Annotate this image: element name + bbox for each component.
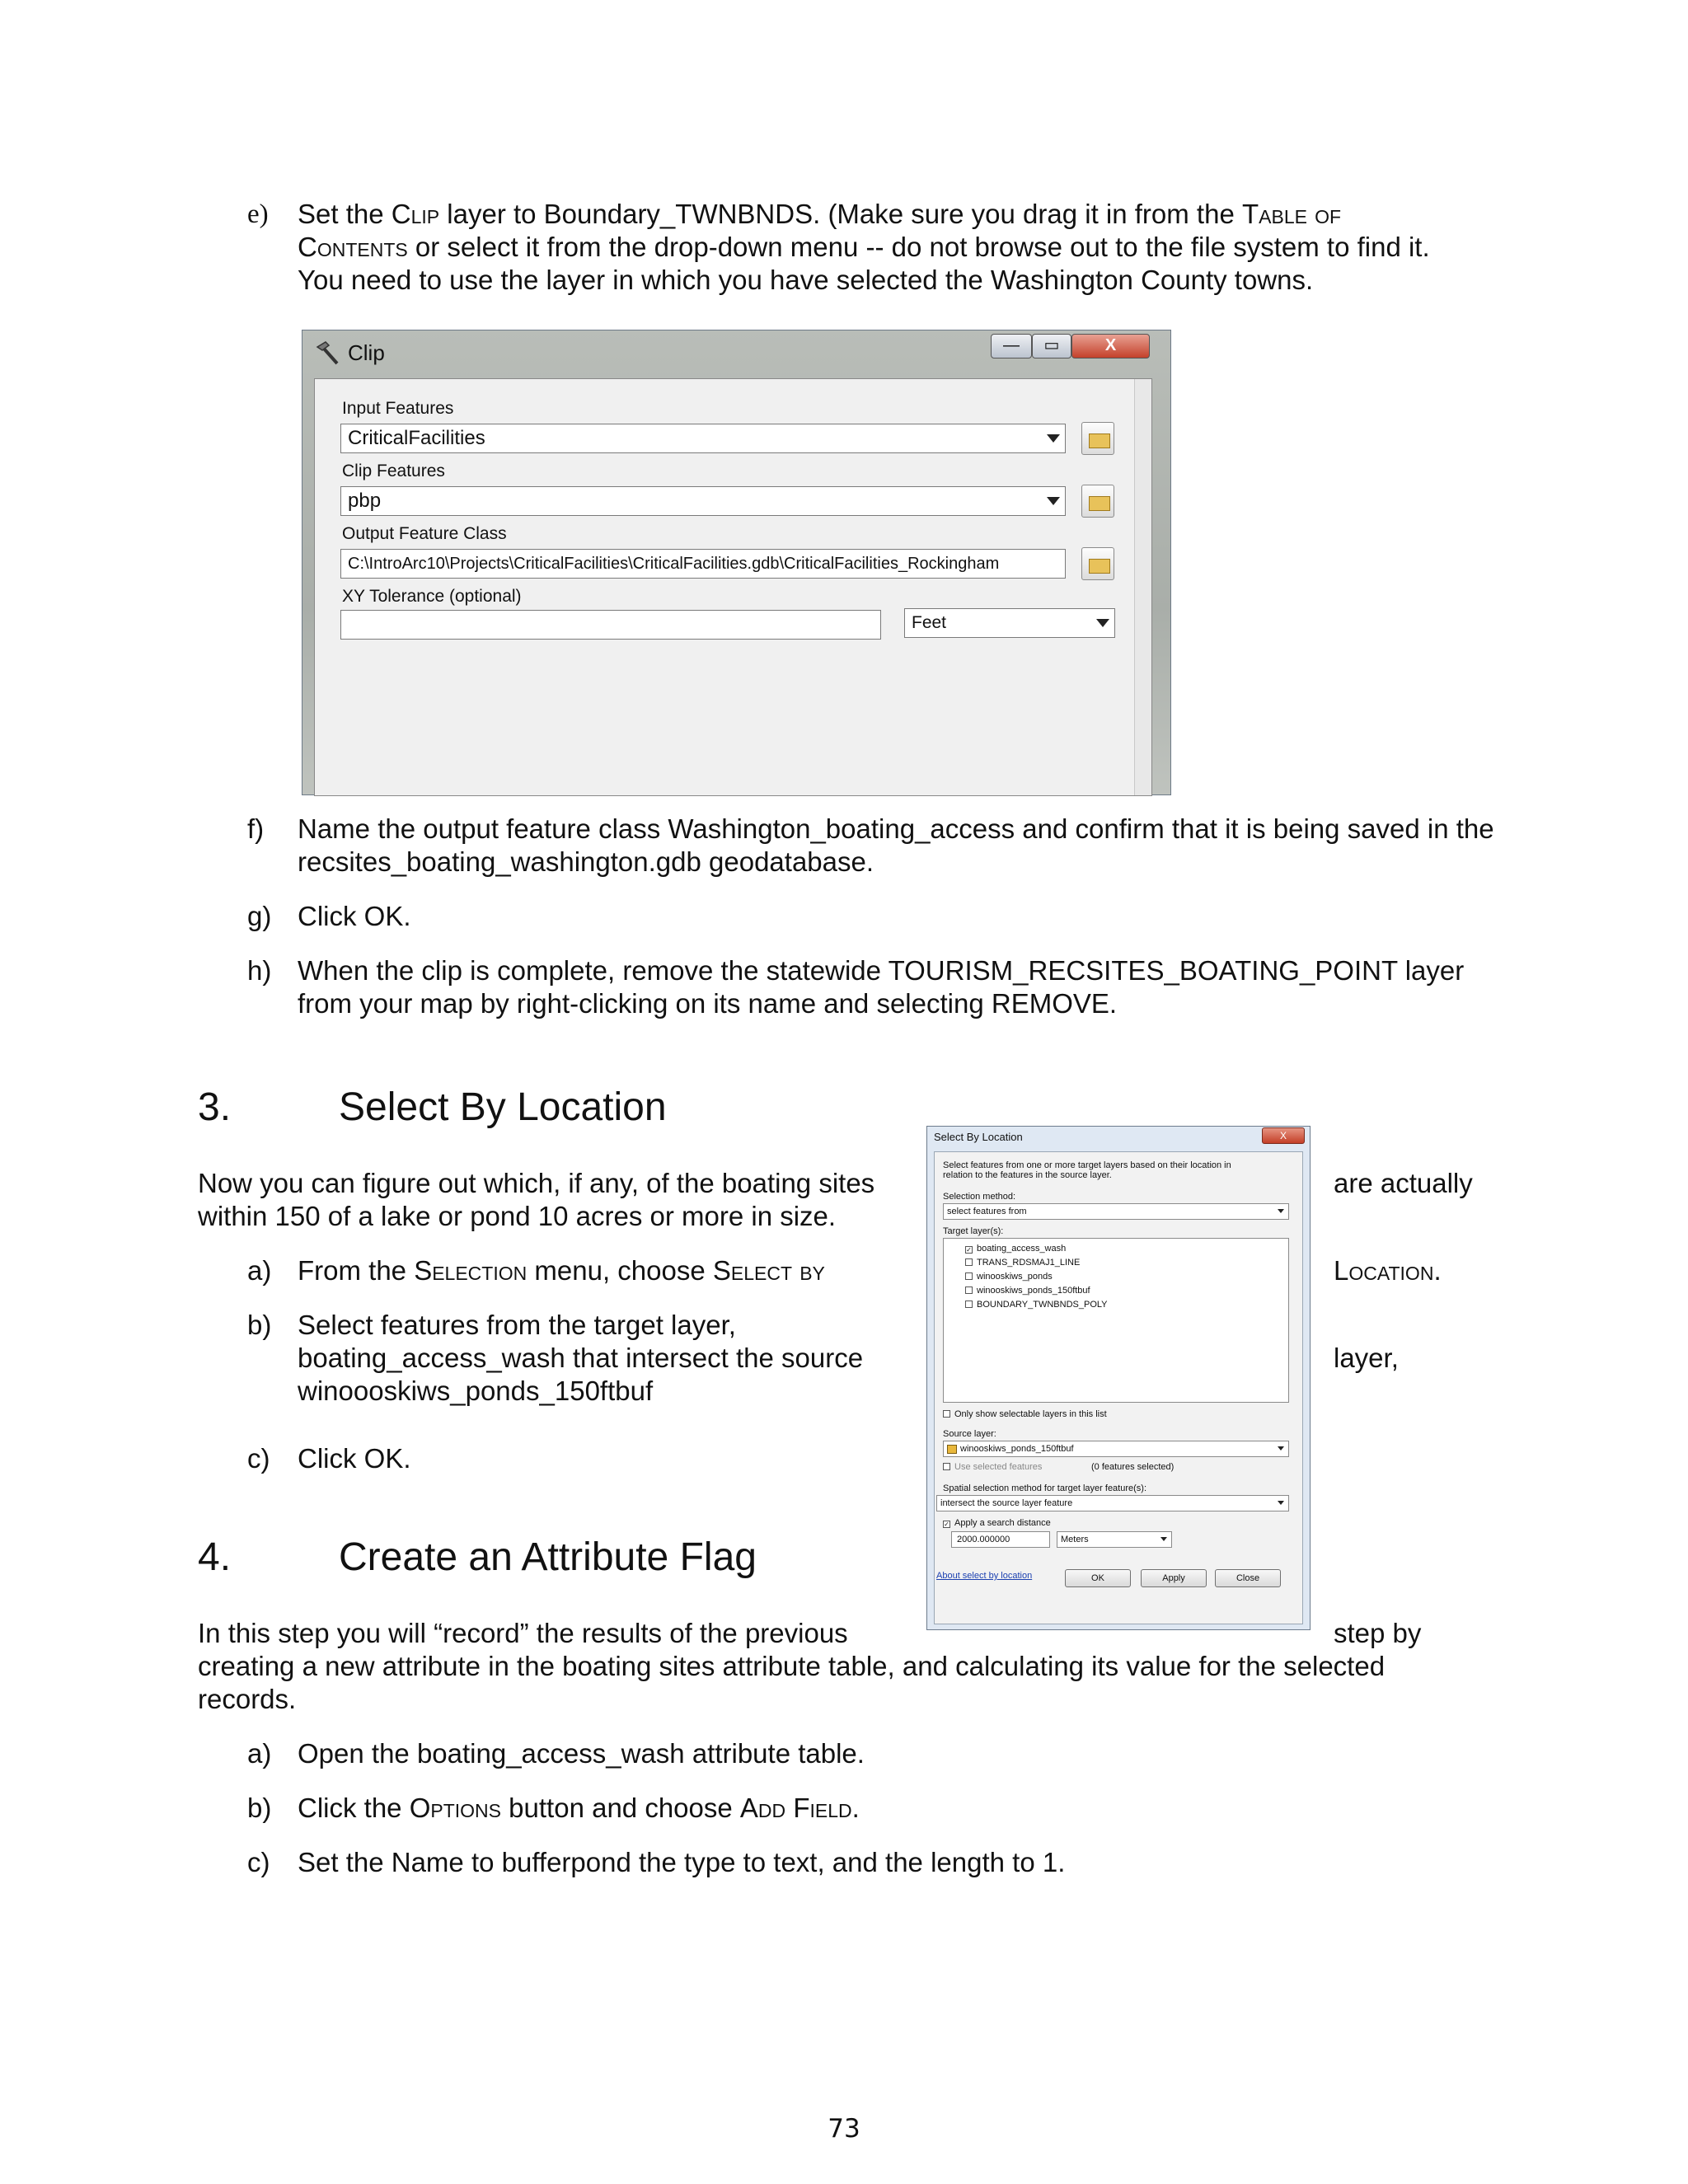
s4-b-marker: b) — [247, 1793, 272, 1823]
input-features-value: CriticalFacilities — [348, 427, 485, 449]
folder-icon — [1089, 496, 1110, 511]
s3-b-line2-right: layer, — [1334, 1343, 1399, 1373]
step-e-text: layer to Boundary_TWNBNDS. (Make sure you drag it in from the — [439, 199, 1242, 229]
spatial-method-value: intersect the source layer feature — [940, 1498, 1073, 1508]
source-layer-select[interactable] — [943, 1441, 1289, 1457]
sbl-close-dialog-button[interactable]: Close — [1215, 1569, 1281, 1587]
output-feature-class-value: C:\IntroArc10\Projects\CriticalFacilities\CriticalFacilities.gdb\CriticalFacilities_Rockingham — [348, 555, 1000, 573]
minimize-button[interactable]: — — [991, 334, 1032, 359]
distance-input[interactable] — [951, 1531, 1050, 1548]
select-by-location-dialog — [926, 1126, 1311, 1630]
vertical-scrollbar[interactable] — [1134, 379, 1151, 795]
apply-distance-option[interactable] — [943, 1518, 1051, 1529]
s3-c-marker: c) — [247, 1443, 270, 1474]
step-e-text: Set the — [298, 199, 392, 229]
target-layer-name: BOUNDARY_TWNBNDS_POLY — [977, 1300, 1108, 1310]
maximize-button[interactable]: ▭ — [1032, 334, 1071, 359]
checkbox-checked-icon[interactable]: ✓ — [944, 1521, 950, 1528]
checkbox-icon[interactable] — [965, 1258, 973, 1266]
target-layers-label: Target layer(s): — [943, 1226, 1004, 1236]
distance-value: 2000.000000 — [957, 1535, 1010, 1544]
clip-features-label: Clip Features — [342, 462, 445, 480]
s3-a-part: From the — [298, 1255, 415, 1286]
distance-unit-value: Meters — [1061, 1535, 1089, 1544]
source-layer-label: Source layer: — [943, 1429, 996, 1439]
s3-intro-line1: Now you can figure out which, if any, of the boating sites — [198, 1168, 875, 1198]
s3-b-line3: winoooskiws_ponds_150ftbuf — [298, 1376, 654, 1406]
target-layer-item[interactable] — [965, 1258, 1080, 1268]
clip-dialog — [302, 330, 1171, 795]
section-3-title: Select By Location — [339, 1085, 667, 1129]
s3-intro-line2: within 150 of a lake or pond 10 acres or more in size. — [198, 1201, 837, 1231]
s4-b-part: Click the — [298, 1793, 410, 1823]
target-layers-list[interactable] — [943, 1238, 1289, 1403]
selection-method-label: Selection method: — [943, 1192, 1016, 1202]
step-e-line1 — [298, 198, 1341, 231]
sbl-description-2: relation to the features in the source layer. — [943, 1170, 1112, 1180]
target-layer-item[interactable] — [965, 1286, 1090, 1296]
sbl-apply-button[interactable]: Apply — [1141, 1569, 1207, 1587]
target-layer-name: boating_access_wash — [977, 1244, 1067, 1254]
clip-term: Clip — [391, 199, 440, 229]
apply-distance-label: Apply a search distance — [954, 1518, 1051, 1528]
xy-units-value: Feet — [912, 613, 947, 632]
s4-c-marker: c) — [247, 1847, 270, 1877]
xy-tolerance-label: XY Tolerance (optional) — [342, 587, 522, 606]
distance-unit-select[interactable] — [1057, 1531, 1172, 1548]
step-e-text: or select it from the drop-down menu -- do not browse out to the file system to find it. — [407, 232, 1430, 262]
contents-term: Contents — [298, 232, 408, 262]
page-number: 73 — [828, 2114, 860, 2144]
step-e-line2 — [298, 231, 1430, 264]
clip-dialog-title: Clip — [348, 340, 385, 365]
target-layer-item[interactable] — [965, 1272, 1053, 1282]
s4-b-text — [298, 1792, 860, 1825]
s3-a-text — [298, 1254, 825, 1287]
clip-dialog-body — [314, 378, 1152, 796]
use-selected-label: Use selected features — [954, 1462, 1043, 1472]
checkbox-icon[interactable] — [965, 1286, 973, 1294]
target-layer-name: TRANS_RDSMAJ1_LINE — [977, 1258, 1081, 1268]
step-h-line2: from your map by right-clicking on its name and selecting REMOVE. — [298, 988, 1118, 1019]
chevron-down-icon — [1047, 434, 1060, 443]
target-layer-item[interactable] — [965, 1300, 1108, 1310]
browse-output-button[interactable] — [1081, 547, 1114, 580]
folder-icon — [1089, 559, 1110, 574]
sbl-close-button[interactable]: X — [1262, 1127, 1305, 1144]
features-selected-count: (0 features selected) — [1091, 1462, 1175, 1472]
s4-c-text: Set the Name to bufferpond the type to text, and the length to 1. — [298, 1847, 1066, 1877]
options-term: Options — [409, 1793, 502, 1823]
xy-tolerance-input[interactable] — [340, 610, 881, 640]
only-selectable-option[interactable] — [943, 1409, 1107, 1420]
section-3-number: 3. — [198, 1085, 232, 1129]
s4-intro-line1: In this step you will “record” the results of the previous — [198, 1618, 848, 1648]
folder-icon — [1089, 434, 1110, 448]
step-e-marker: e) — [247, 199, 269, 229]
selection-method-value: select features from — [947, 1207, 1027, 1216]
s4-a-marker: a) — [247, 1738, 272, 1769]
sbl-ok-button[interactable]: OK — [1065, 1569, 1131, 1587]
s3-intro-line1-right: are actually — [1334, 1168, 1473, 1198]
s3-a-end: . — [1433, 1255, 1442, 1286]
use-selected-option[interactable] — [943, 1462, 1042, 1473]
s4-b-part: button and choose — [501, 1793, 740, 1823]
only-selectable-label: Only show selectable layers in this list — [954, 1409, 1107, 1419]
browse-input-button[interactable] — [1081, 422, 1114, 455]
step-g-marker: g) — [247, 901, 272, 931]
s3-b-line2: boating_access_wash that intersect the source — [298, 1343, 864, 1373]
step-h-marker: h) — [247, 955, 272, 986]
browse-clip-button[interactable] — [1081, 485, 1114, 518]
sbl-title: Select By Location — [934, 1131, 1023, 1143]
input-features-label: Input Features — [342, 399, 454, 418]
section-4-title: Create an Attribute Flag — [339, 1535, 757, 1579]
toc-term: Table of — [1241, 199, 1342, 229]
chevron-down-icon — [1096, 619, 1109, 627]
output-feature-class-input[interactable] — [340, 549, 1066, 579]
selection-method-select[interactable] — [943, 1203, 1289, 1220]
checkbox-checked-icon[interactable]: ✓ — [966, 1246, 972, 1254]
s3-c-text: Click OK. — [298, 1443, 411, 1474]
target-layer-name: winooskiws_ponds — [977, 1272, 1053, 1282]
s4-intro-line3: records. — [198, 1684, 297, 1714]
input-features-combo[interactable] — [340, 424, 1066, 453]
target-layer-item[interactable] — [965, 1244, 1066, 1254]
source-layer-value: winooskiws_ponds_150ftbuf — [960, 1444, 1074, 1454]
checkbox-icon[interactable] — [943, 1410, 950, 1418]
hammer-icon — [312, 339, 340, 367]
layer-icon — [947, 1445, 957, 1454]
s3-a-marker: a) — [247, 1255, 272, 1286]
s3-a-part: menu, choose — [527, 1255, 713, 1286]
location-term: Location — [1334, 1255, 1434, 1286]
selection-term: Selection — [414, 1255, 528, 1286]
checkbox-icon[interactable] — [965, 1272, 973, 1280]
about-select-by-location-link[interactable]: About select by location — [936, 1571, 1033, 1581]
step-h-line1: When the clip is complete, remove the statewide TOURISM_RECSITES_BOATING_POINT layer — [298, 955, 1465, 986]
sbl-description-1: Select features from one or more target layers based on their location in — [943, 1160, 1231, 1170]
step-f-line2: recsites_boating_washington.gdb geodatabase. — [298, 846, 874, 877]
step-e-line3: You need to use the layer in which you have selected the Washington County towns. — [298, 265, 1314, 295]
checkbox-icon[interactable] — [965, 1301, 973, 1308]
clip-features-combo[interactable] — [340, 486, 1066, 516]
spatial-method-label: Spatial selection method for target layer feature(s): — [943, 1483, 1147, 1493]
s4-b-end: . — [851, 1793, 860, 1823]
step-g-text: Click OK. — [298, 901, 411, 931]
step-f-line1: Name the output feature class Washington_boating_access and confirm that it is being saved in the — [298, 813, 1494, 844]
target-layer-name: winooskiws_ponds_150ftbuf — [977, 1286, 1090, 1296]
clip-features-value: pbp — [348, 490, 382, 512]
sbl-body — [934, 1151, 1303, 1624]
s4-intro-line2: creating a new attribute in the boating sites attribute table, and calculating its value for the selected — [198, 1651, 1386, 1681]
close-button[interactable]: X — [1071, 334, 1150, 359]
add-field-term: Add Field — [739, 1793, 852, 1823]
section-4-number: 4. — [198, 1535, 232, 1579]
select-by-term: Select by — [712, 1255, 825, 1286]
s3-b-marker: b) — [247, 1310, 272, 1340]
s4-a-text: Open the boating_access_wash attribute table. — [298, 1738, 865, 1769]
spatial-method-select[interactable] — [936, 1495, 1289, 1511]
s3-b-line1: Select features from the target layer, — [298, 1310, 736, 1340]
s4-intro-line1-right: step by — [1334, 1618, 1422, 1648]
step-f-marker: f) — [247, 813, 265, 844]
output-feature-class-label: Output Feature Class — [342, 524, 507, 543]
s3-a-right — [1334, 1254, 1442, 1287]
checkbox-icon[interactable] — [943, 1463, 950, 1470]
chevron-down-icon — [1047, 497, 1060, 505]
xy-units-select[interactable] — [904, 608, 1115, 638]
